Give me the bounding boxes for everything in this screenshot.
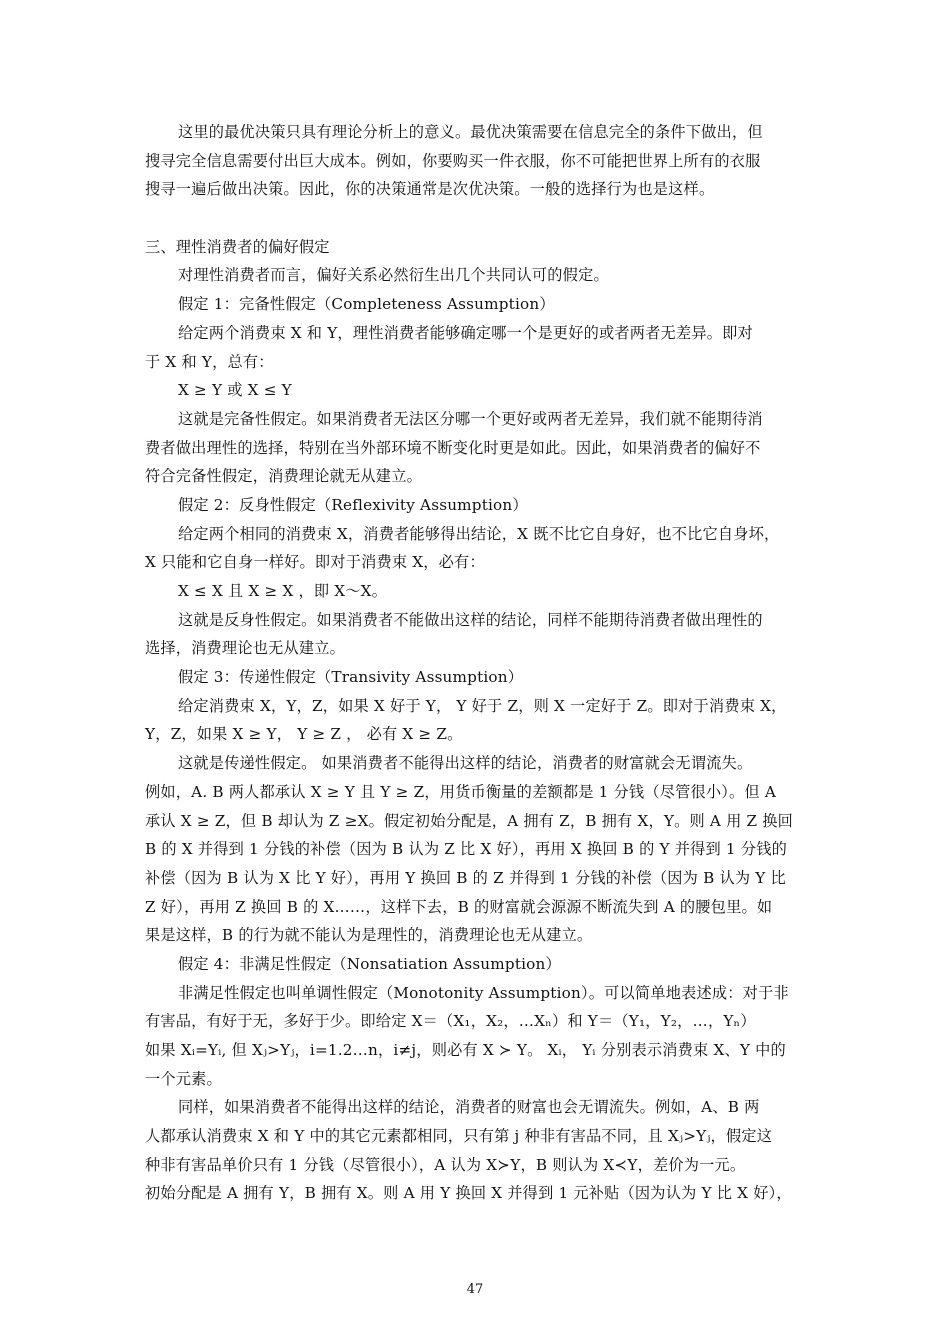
text-line: 假定 4：非满足性假定（Nonsatiation Assumption）: [178, 954, 561, 973]
text-line: 人都承认消费束 X 和 Y 中的其它元素都相同，只有第 j 种非有害品不同，且 Xⱼ>Yⱼ，假定这: [145, 1127, 773, 1146]
text-line: B 的 X 并得到 1 分钱的补偿（因为 B 认为 Z 比 X 好），再用 X 换回 B 的 Y 并得到 1 分钱的: [145, 840, 787, 859]
text-line: X ≥ Y 或 X ≤ Y: [178, 381, 292, 400]
text-line: 假定 1：完备性假定（Completeness Assumption）: [178, 295, 555, 314]
text-line: 三、理性消费者的偏好假定: [145, 237, 330, 256]
text-line: 同样，如果消费者不能得出这样的结论，消费者的财富也会无谓流失。例如，A、B 两: [178, 1098, 760, 1117]
text-line: 这就是完备性假定。如果消费者无法区分哪一个更好或两者无差异，我们就不能期待消: [178, 409, 763, 428]
text-line: 如果 Xᵢ=Yᵢ, 但 Xⱼ>Yⱼ，i=1.2…n，i≠j，则必有 X ≻ Y。 Xᵢ， Yᵢ 分别表示消费束 X、Y 中的: [145, 1041, 786, 1059]
text-line: X ≤ X 且 X ≥ X ，即 X～X。: [178, 582, 388, 600]
text-line: 初始分配是 A 拥有 Y，B 拥有 X。则 A 用 Y 换回 X 并得到 1 元补贴（因为认为 Y 比 X 好），: [145, 1184, 792, 1203]
text-line: 费者做出理性的选择，特别在当外部环境不断变化时更是如此。因此，如果消费者的偏好不: [145, 438, 761, 457]
text-line: 对理性消费者而言，偏好关系必然衍生出几个共同认可的假定。: [178, 266, 609, 285]
text-line: 搜寻一遍后做出决策。因此，你的决策通常是次优决策。一般的选择行为也是这样。: [145, 180, 715, 199]
text-line: 符合完备性假定，消费理论就无从建立。: [145, 467, 422, 486]
text-line: 例如，A. B 两人都承认 X ≥ Y 且 Y ≥ Z，用货币衡量的差额都是 1 分钱（尽管很小）。但 A: [145, 782, 777, 801]
text-line: 给定消费束 X，Y，Z，如果 X 好于 Y， Y 好于 Z，则 X 一定好于 Z。即对于消费束 X，: [178, 696, 787, 715]
text-line: 假定 2：反身性假定（Reflexivity Assumption）: [178, 495, 528, 514]
text-line: X 只能和它自身一样好。即对于消费束 X，必有：: [145, 553, 485, 572]
text-line: 选择，消费理论也无从建立。: [145, 639, 346, 658]
text-line: 这里的最优决策只具有理论分析上的意义。最优决策需要在信息完全的条件下做出，但: [178, 123, 763, 141]
page-number: 47: [466, 1282, 484, 1297]
text-line: 承认 X ≥ Z，但 B 却认为 Z ≥X。假定初始分配是，A 拥有 Z，B 拥有 X，Y。则 A 用 Z 换回: [145, 811, 794, 830]
text-line: 一个元素。: [145, 1069, 222, 1088]
text-line: 非满足性假定也叫单调性假定（Monotonity Assumption）。可以简单地表述成：对于非: [178, 983, 789, 1002]
text-line: 于 X 和 Y，总有：: [145, 352, 274, 371]
text-line: Z 好），再用 Z 换回 B 的 X……，这样下去，B 的财富就会源源不断流失到 A 的腰包里。如: [145, 897, 773, 916]
text-line: 这就是反身性假定。如果消费者不能做出这样的结论，同样不能期待消费者做出理性的: [178, 610, 763, 629]
text-line: 果是这样，B 的行为就不能认为是理性的，消费理论也无从建立。: [145, 926, 593, 945]
document-page: [145, 118, 807, 1208]
text-line: 种非有害品单价只有 1 分钱（尽管很小），A 认为 X≻Y，B 则认为 X≺Y，差价为一元。: [145, 1155, 746, 1174]
text-line: 有害品，有好于无，多好于少。即给定 X＝（X₁，X₂，…Xₙ）和 Y＝（Y₁，Y₂，…，Yₙ）: [145, 1012, 756, 1031]
text-line: 给定两个消费束 X 和 Y，理性消费者能够确定哪一个是更好的或者两者无差异。即对: [178, 323, 753, 342]
text-line: 搜寻完全信息需要付出巨大成本。例如，你要购买一件衣服，你不可能把世界上所有的衣服: [145, 151, 761, 170]
paragraph-gap: [145, 204, 807, 233]
text-line: 给定两个相同的消费束 X，消费者能够得出结论，X 既不比它自身好，也不比它自身坏，: [178, 524, 780, 543]
text-line: 补偿（因为 B 认为 X 比 Y 好），再用 Y 换回 B 的 Z 并得到 1 分钱的补偿（因为 B 认为 Y 比: [145, 868, 786, 887]
text-line: 假定 3：传递性假定（Transivity Assumption）: [178, 668, 524, 687]
text-line: Y，Z，如果 X ≥ Y， Y ≥ Z ， 必有 X ≥ Z。: [145, 725, 463, 744]
text-line: 这就是传递性假定。 如果消费者不能得出这样的结论，消费者的财富就会无谓流失。: [178, 754, 753, 773]
